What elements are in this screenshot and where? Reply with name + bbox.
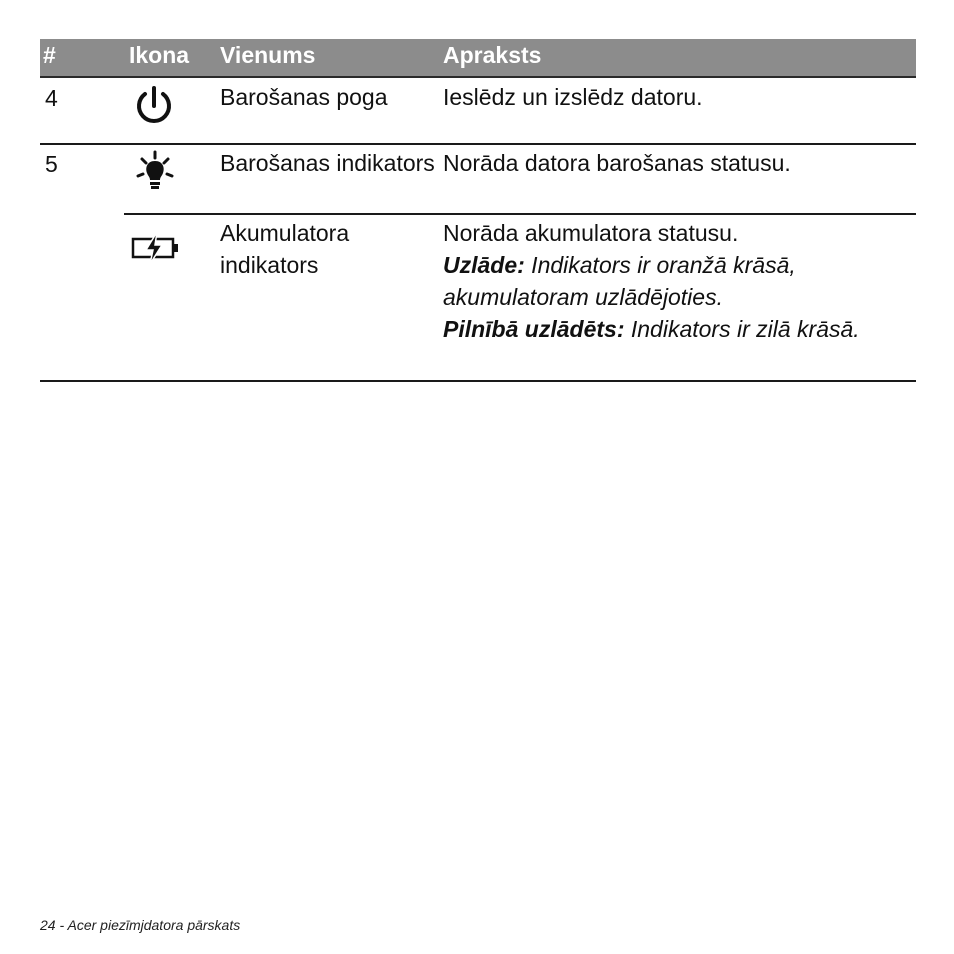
charged-note bbox=[443, 313, 913, 345]
table-row bbox=[40, 146, 916, 212]
table-row bbox=[40, 80, 916, 143]
table-header bbox=[40, 39, 916, 78]
item-description: Norāda datora barošanas statusu. bbox=[443, 150, 791, 176]
item-name: Akumulatora indikators bbox=[220, 220, 350, 278]
row-number: 5 bbox=[45, 151, 58, 177]
note-text: Indikators ir oranžā krāsā, akumulatoram uzlādējoties. bbox=[443, 252, 796, 310]
row-divider bbox=[40, 143, 916, 145]
header-icon: Ikona bbox=[129, 42, 190, 68]
description-text: Norāda akumulatora statusu. bbox=[443, 220, 739, 246]
table-row bbox=[40, 216, 916, 381]
item-name: Barošanas indikators bbox=[220, 150, 435, 176]
components-table bbox=[40, 39, 916, 342]
note-label: Uzlāde: bbox=[443, 252, 525, 278]
row-divider bbox=[124, 213, 916, 215]
power-icon bbox=[133, 84, 175, 133]
charging-note bbox=[443, 249, 913, 313]
header-num: # bbox=[43, 42, 56, 68]
item-name: Barošanas poga bbox=[220, 84, 388, 110]
page-footer: 24 - Acer piezīmjdatora pārskats bbox=[40, 917, 241, 933]
row-number: 4 bbox=[45, 85, 58, 111]
item-description: Ieslēdz un izslēdz datoru. bbox=[443, 84, 703, 110]
header-desc: Apraksts bbox=[443, 42, 542, 68]
lightbulb-icon bbox=[134, 150, 176, 199]
table-bottom-rule bbox=[40, 380, 916, 382]
note-text: Indikators ir zilā krāsā. bbox=[624, 316, 860, 342]
item-description bbox=[443, 217, 913, 345]
battery-charging-icon bbox=[131, 231, 181, 270]
note-label: Pilnībā uzlādēts: bbox=[443, 316, 625, 342]
header-item: Vienums bbox=[220, 42, 316, 68]
